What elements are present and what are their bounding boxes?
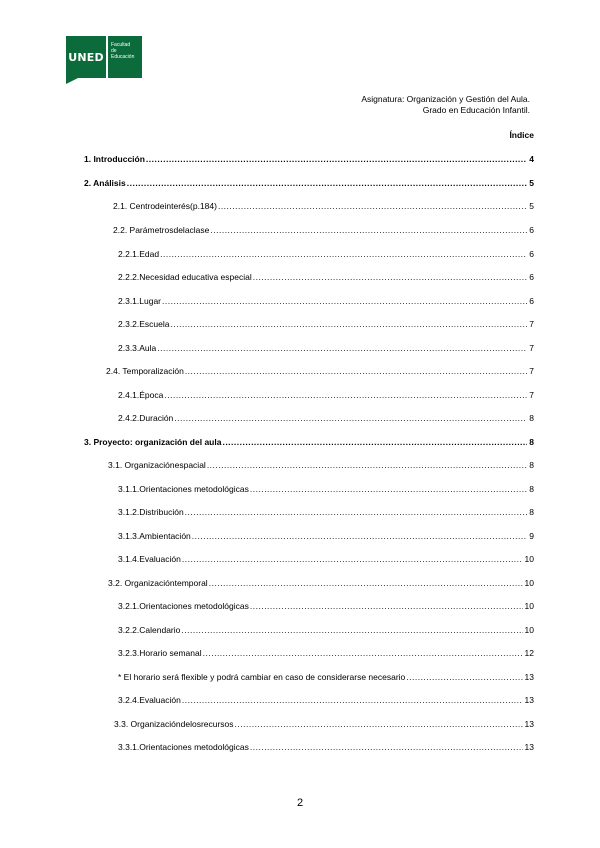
- toc-entry-text: 3.2.1.Orientaciones metodológicas: [118, 601, 249, 611]
- toc-entry[interactable]: [108, 460, 534, 470]
- toc-entry-page: 13: [524, 742, 534, 752]
- toc-entry-page: 10: [524, 625, 534, 635]
- toc-entry[interactable]: [84, 178, 534, 188]
- toc-entry[interactable]: [118, 695, 534, 705]
- toc-entry-page: 13: [524, 719, 534, 729]
- toc-entry-text: 3.2. Organizacióntemporal: [108, 578, 208, 588]
- toc-entry-text: 3. Proyecto: organización del aula: [84, 437, 222, 447]
- toc-entry[interactable]: [114, 719, 534, 729]
- toc-entry-page: 8: [529, 413, 534, 423]
- header-degree: Grado en Educación Infantil.: [422, 105, 530, 115]
- toc-entry-text: 3.1. Organizaciónespacial: [108, 460, 206, 470]
- toc-entry-page: 5: [529, 201, 534, 211]
- toc-entry-text: 3.3. Organizacióndelosrecursos: [114, 719, 234, 729]
- page-number: 2: [296, 797, 304, 809]
- toc-entry-text: 3.1.4.Evaluación: [118, 554, 181, 564]
- logo-brand: UNED: [66, 36, 106, 78]
- toc-entry[interactable]: [118, 319, 534, 329]
- toc-entry-page: 12: [524, 648, 534, 658]
- toc-entry-text: 2.2.2.Necesidad educativa especial: [118, 272, 252, 282]
- toc-entry[interactable]: [118, 390, 534, 400]
- toc-entry-page: 9: [529, 531, 534, 541]
- toc-entry-page: 8: [529, 437, 534, 447]
- toc-entry[interactable]: [118, 601, 534, 611]
- toc-entry-page: 8: [529, 484, 534, 494]
- toc-entry[interactable]: [118, 672, 534, 682]
- toc-entry-text: 2.4. Temporalización: [106, 366, 184, 376]
- toc-entry[interactable]: [118, 531, 534, 541]
- toc-entry-text: 2.2.1.Edad: [118, 249, 160, 259]
- toc-entry-page: 6: [529, 225, 534, 235]
- toc-entry[interactable]: [118, 249, 534, 259]
- toc-entry[interactable]: [118, 296, 534, 306]
- uned-logo: [66, 36, 142, 78]
- toc-entry[interactable]: [118, 507, 534, 517]
- toc-entry-page: 8: [529, 507, 534, 517]
- toc-entry[interactable]: [118, 484, 534, 494]
- index-title: Índice: [509, 130, 534, 140]
- toc-entry-text: 2.1. Centrodeinterés(p.184): [113, 201, 217, 211]
- toc-entry-page: 10: [524, 578, 534, 588]
- toc-entry-text: 2.3.3.Aula: [118, 343, 157, 353]
- toc-entry[interactable]: [118, 554, 534, 564]
- toc-entry[interactable]: [118, 343, 534, 353]
- toc-entry[interactable]: [108, 578, 534, 588]
- logo-faculty: [108, 36, 142, 78]
- toc-entry-page: 6: [529, 296, 534, 306]
- document-header: [361, 94, 530, 116]
- toc-entry-page: 6: [529, 249, 534, 259]
- toc-entry-text: 2.2. Parámetrosdelaclase: [113, 225, 210, 235]
- toc-entry[interactable]: [118, 742, 534, 752]
- toc-entry[interactable]: [106, 366, 534, 376]
- toc-entry[interactable]: [113, 225, 534, 235]
- toc-entry[interactable]: [113, 201, 534, 211]
- toc-entry-page: 7: [529, 366, 534, 376]
- toc-entry-text: 3.2.4.Evaluación: [118, 695, 181, 705]
- toc-entry-text: 3.3.1.Orientaciones metodológicas: [118, 742, 249, 752]
- toc-entry-text: 3.2.2.Calendario: [118, 625, 181, 635]
- toc-entry[interactable]: [118, 413, 534, 423]
- toc-entry[interactable]: [118, 272, 534, 282]
- logo-faculty-line1: Facultad: [111, 42, 131, 48]
- toc-entry-page: 7: [529, 343, 534, 353]
- toc-entry[interactable]: [118, 648, 534, 658]
- toc-entry[interactable]: [118, 625, 534, 635]
- toc-entry-page: 8: [529, 460, 534, 470]
- toc-entry-page: 7: [529, 319, 534, 329]
- toc-entry-text: 3.1.2.Distribución: [118, 507, 184, 517]
- toc-entry-text: 2.4.2.Duración: [118, 413, 174, 423]
- toc-entry-text: 1. Introducción: [84, 154, 145, 164]
- toc-entry-page: 7: [529, 390, 534, 400]
- toc-entry-text: 3.1.1.Orientaciones metodológicas: [118, 484, 249, 494]
- toc-entry-text: * El horario será flexible y podrá cambiar en caso de considerarse necesario: [118, 672, 406, 682]
- toc-entry-page: 13: [524, 695, 534, 705]
- logo-faculty-line2: de Educación: [111, 48, 135, 60]
- header-subject: Asignatura: Organización y Gestión del Aula.: [361, 94, 530, 104]
- toc-entry-text: 2.4.1.Época: [118, 390, 164, 400]
- toc-entry-text: 2.3.2.Escuela: [118, 319, 170, 329]
- toc-entry-page: 6: [529, 272, 534, 282]
- toc-entry[interactable]: [84, 154, 534, 164]
- toc-entry-page: 10: [524, 554, 534, 564]
- toc-entry-page: 10: [524, 601, 534, 611]
- toc-entry-page: 4: [529, 154, 534, 164]
- toc-entry[interactable]: [84, 437, 534, 447]
- toc-entry-text: 3.2.3.Horario semanal: [118, 648, 202, 658]
- toc-entry-text: 2. Análisis: [84, 178, 126, 188]
- toc-entry-text: 3.1.3.Ambientación: [118, 531, 191, 541]
- toc-entry-page: 5: [529, 178, 534, 188]
- toc-entry-page: 13: [524, 672, 534, 682]
- toc-entry-text: 2.3.1.Lugar: [118, 296, 162, 306]
